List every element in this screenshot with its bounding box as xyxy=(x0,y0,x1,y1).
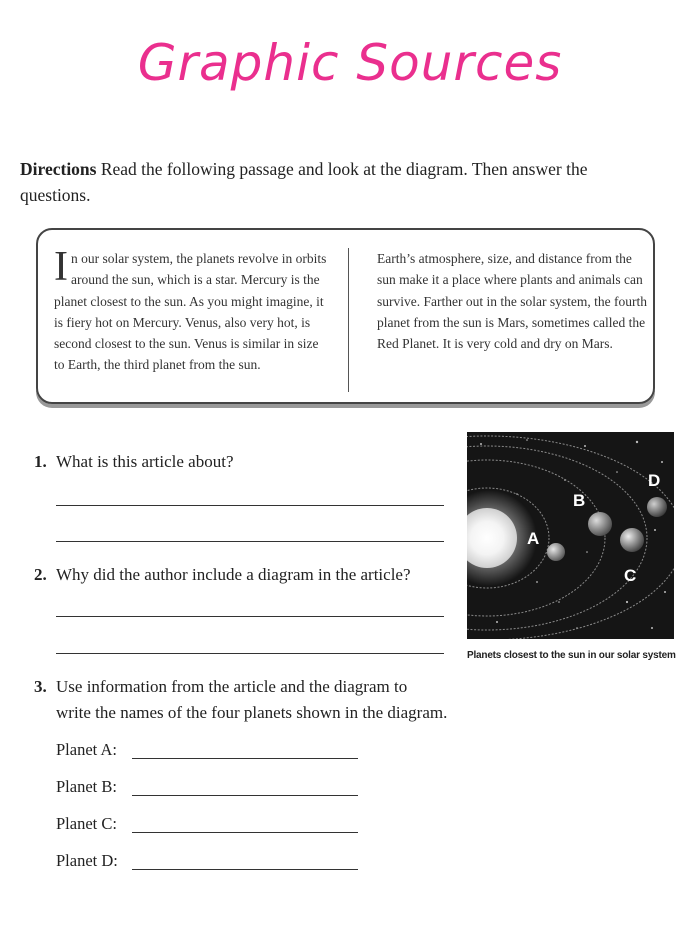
page-title: Graphic Sources xyxy=(137,34,563,92)
planet-c-label: Planet C: xyxy=(56,814,117,833)
answer-line-1a[interactable] xyxy=(56,505,444,506)
directions xyxy=(20,156,660,208)
planet-a-answer-line[interactable] xyxy=(132,758,358,759)
answer-line-1b[interactable] xyxy=(56,541,444,542)
passage-right-text: Earth’s atmosphere, size, and distance from the sun make it a place where plants and animals can survive. Farther out in the solar system, the fourth planet from the sun is Mars, sometimes called the Red Planet. It is very cold and dry on Mars. xyxy=(377,251,647,352)
diagram-label-a: A xyxy=(527,529,540,548)
planet-a-icon xyxy=(547,543,565,561)
diagram-label-b: B xyxy=(573,491,586,510)
passage-box xyxy=(36,228,655,404)
planet-d-label: Planet D: xyxy=(56,851,118,870)
planet-c-icon xyxy=(620,528,644,552)
planet-a-label: Planet A: xyxy=(56,740,117,759)
directions-text: Read the following passage and look at the diagram. Then answer the questions. xyxy=(20,159,588,205)
planet-a-row xyxy=(56,740,117,760)
planet-c-answer-line[interactable] xyxy=(132,832,358,833)
planet-b-icon xyxy=(588,512,612,536)
planet-d-icon xyxy=(647,497,667,517)
question-text: Use information from the article and the diagram to xyxy=(56,677,408,696)
question-text: What is this article about? xyxy=(56,452,234,471)
planet-b-label: Planet B: xyxy=(56,777,117,796)
planet-b-answer-line[interactable] xyxy=(132,795,358,796)
question-number: 1. xyxy=(34,452,47,471)
passage-left-text: n our solar system, the planets revolve in orbits around the sun, which is a star. Mercury is the planet closest to the sun. As you might imagine, it is fiery hot on Mercury. Venus, also very hot, is second closest to the sun. Venus is similar in size to Earth, the third planet from the sun. xyxy=(54,251,327,373)
planet-d-answer-line[interactable] xyxy=(132,869,358,870)
passage-left-column xyxy=(54,244,329,376)
diagram-label-c: C xyxy=(624,566,637,585)
solar-system-diagram xyxy=(467,432,674,639)
column-divider xyxy=(348,248,349,392)
planet-c-row xyxy=(56,814,117,834)
drop-cap: I xyxy=(54,244,68,290)
planet-d-row xyxy=(56,851,118,871)
planet-b-row xyxy=(56,777,117,797)
answer-line-2b[interactable] xyxy=(56,653,444,654)
answer-line-2a[interactable] xyxy=(56,616,444,617)
diagram-caption: Planets closest to the sun in our solar system xyxy=(467,650,676,661)
directions-label: Directions xyxy=(20,159,97,179)
passage-right-column xyxy=(377,248,647,354)
question-text-line-2: write the names of the four planets shown in the diagram. xyxy=(56,703,448,722)
question-number: 2. xyxy=(34,565,47,584)
question-text: Why did the author include a diagram in the article? xyxy=(56,565,411,584)
question-number: 3. xyxy=(34,677,47,696)
diagram-label-d: D xyxy=(648,471,661,490)
